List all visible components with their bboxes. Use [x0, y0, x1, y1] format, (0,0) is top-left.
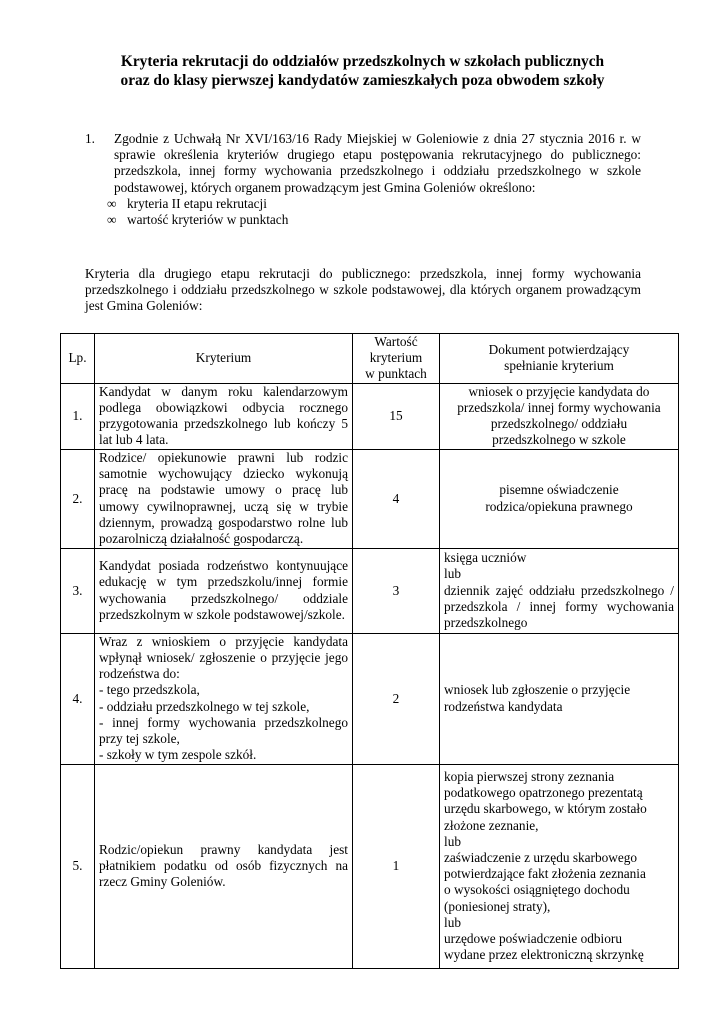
document-line: wydane przez elektroniczną skrzynkę [444, 947, 644, 963]
document-line: złożone zeznanie, [444, 817, 539, 833]
row-document [440, 383, 679, 449]
row-criterion: Kandydat posiada rodzeństwo kontynuujące edukację w tym przedszkolu/innej formie wychowania przedszkolnego/ oddziale przedszkolnym w szkole podstawowej/szkole. [95, 548, 353, 633]
row-document [440, 633, 679, 764]
row-value: 4 [353, 449, 440, 548]
row-value: 1 [353, 764, 440, 968]
table-row [61, 548, 679, 633]
document-title [60, 53, 665, 90]
row-lp: 4. [61, 633, 95, 764]
document-line: przedszkolnego/ oddziału [490, 416, 628, 432]
header-value-line: kryterium [369, 350, 423, 366]
document-line: kopia pierwszej strony zeznania [444, 768, 615, 784]
document-line: potwierdzające fakt złożenia zeznania [444, 866, 646, 882]
bullet-list [107, 196, 663, 228]
document-line: pisemne oświadczenie [499, 482, 619, 498]
criteria-table [60, 333, 679, 969]
document-line: podatkowego opatrzonego prezentatą [444, 785, 643, 801]
document-line: lub [444, 833, 461, 849]
header-lp: Lp. [61, 334, 95, 384]
document-paragraph: dziennik zajęć oddziału przedszkolnego / przedszkola / innej formy wychowania przedszkolnego [444, 582, 674, 630]
row-lp: 2. [61, 449, 95, 548]
header-value-line: w punktach [365, 366, 427, 382]
document-line: urzędowe poświadczenie odbioru [444, 930, 622, 946]
title-line-2: oraz do klasy pierwszej kandydatów zamieszkałych poza obwodem szkoły [120, 71, 605, 89]
document-line: rodzeństwa kandydata [444, 698, 563, 714]
row-lp: 1. [61, 383, 95, 449]
document-line: księga uczniów [444, 550, 527, 566]
intro-paragraph: Kryteria dla drugiego etapu rekrutacji do publicznego: przedszkola, innej formy wychowania przedszkolnego i oddziału przedszkolnego w szkole podstawowej, dla których organem prowadzącym jest Gmina Goleniów: [85, 266, 641, 314]
table-row [61, 449, 679, 548]
row-value: 15 [353, 383, 440, 449]
table-row [61, 764, 679, 968]
row-document [440, 764, 679, 968]
document-line: wniosek o przyjęcie kandydata do [468, 383, 650, 399]
document-line: lub [444, 914, 461, 930]
criterion-line: - tego przedszkola, [99, 682, 200, 698]
row-criterion [95, 633, 353, 764]
bullet-item [107, 196, 663, 212]
document-line: o wysokości osiągniętego dochodu [444, 882, 630, 898]
criterion-line: - innej formy wychowania przedszkolnego przy tej szkole, [99, 714, 348, 747]
table-row [61, 633, 679, 764]
infinity-bullet-icon: ∞ [107, 212, 117, 228]
document-line: przedszkolnego w szkole [492, 432, 626, 448]
header-value-line: Wartość [374, 334, 418, 349]
row-document [440, 548, 679, 633]
bullet-text: kryteria II etapu rekrutacji [127, 195, 267, 211]
header-value [353, 334, 440, 384]
bullet-item [107, 212, 663, 228]
row-document [440, 449, 679, 548]
row-criterion: Rodzice/ opiekunowie prawni lub rodzic samotnie wychowujący dziecko wykonują pracę na podstawie umowy o pracę lub umowy cywilnoprawnej, uczą się w trybie dziennym, prowadzą gospodarstwo rolne lub pozarolniczą działalność gospodarczą. [95, 449, 353, 548]
table-header-row [61, 334, 679, 384]
header-document-line: spełnianie kryterium [504, 358, 614, 374]
criterion-line: - oddziału przedszkolnego w tej szkole, [99, 698, 310, 714]
document-line: (poniesionej straty), [444, 898, 551, 914]
header-criterion: Kryterium [95, 334, 353, 384]
document-line: zaświadczenie z urzędu skarbowego [444, 849, 638, 865]
header-document [440, 334, 679, 384]
criterion-line: - szkoły w tym zespole szkół. [99, 747, 257, 763]
document-line: lub [444, 566, 461, 582]
row-value: 3 [353, 548, 440, 633]
list-item-number: 1. [85, 131, 95, 146]
row-criterion: Kandydat w danym roku kalendarzowym podlega obowiązkowi odbycia rocznego przygotowania przedszkolnego lub kończy 5 lat lub 4 lata. [95, 383, 353, 449]
title-line-1: Kryteria rekrutacji do oddziałów przedszkolnych w szkołach publicznych [120, 53, 605, 70]
row-criterion: Rodzic/opiekun prawny kandydata jest płatnikiem podatku od osób fizycznych na rzecz Gminy Goleniów. [95, 764, 353, 968]
table-row [61, 383, 679, 449]
row-lp: 3. [61, 548, 95, 633]
list-item-text: Zgodnie z Uchwałą Nr XVI/163/16 Rady Miejskiej w Goleniowie z dnia 27 stycznia 2016 r. w sprawie określenia kryteriów drugiego etapu postępowania rekrutacyjnego do publicznego: przedszkola, innej formy wychowania przedszkolnego i oddziału przedszkolnego w szkole podstawowej, których organem prowadzącym jest Gmina Goleniów określono: [114, 131, 641, 195]
infinity-bullet-icon: ∞ [107, 195, 117, 211]
document-line: rodzica/opiekuna prawnego [485, 498, 633, 514]
numbered-list [85, 131, 641, 228]
document-line: urzędu skarbowego, w którym zostało [444, 801, 647, 817]
list-item [85, 131, 641, 196]
document-line: przedszkola/ innej formy wychowania [457, 399, 661, 415]
row-value: 2 [353, 633, 440, 764]
bullet-text: wartość kryteriów w punktach [127, 212, 289, 228]
document-line: wniosek lub zgłoszenie o przyjęcie [444, 682, 631, 698]
row-lp: 5. [61, 764, 95, 968]
criterion-line: Wraz z wnioskiem o przyjęcie kandydata wpłynął wniosek/ zgłoszenie o przyjęcie jego rodzeństwa do: [99, 633, 348, 682]
header-document-line: Dokument potwierdzający [488, 342, 630, 358]
